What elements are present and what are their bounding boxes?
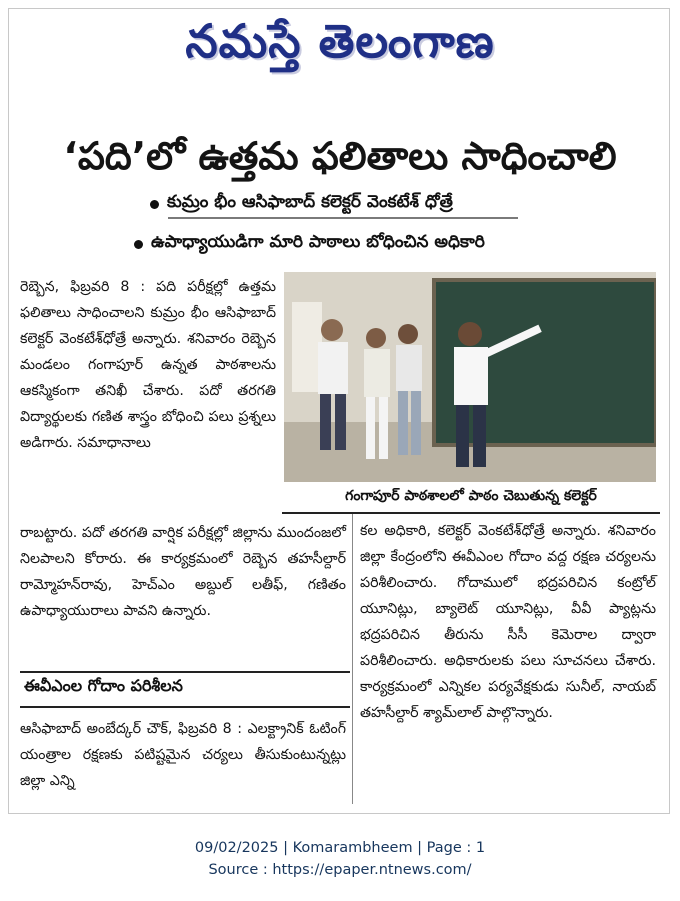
classroom-photo-illustration [284,272,656,482]
sub-article-heading: ఈవీఎంల గోదాం పరిశీలన [24,676,183,695]
subheadline-1 [150,192,680,216]
caption-divider [282,512,660,514]
article-paragraph-3: ఆసిఫాబాద్ అంబేద్కర్ చౌక్, ఫిబ్రవరి 8 : ఎలక్ట్రానిక్ ఓటింగ్ యంత్రాల రక్షణకు పటిష్టమైన చర్యలు తీసుకుంటున్నట్లు జిల్లా ఎన్ని [20,721,346,789]
classroom-photo [284,272,656,482]
article-headline: ‘పది’లో ఉత్తమ ఫలితాలు సాధించాలి [63,134,617,178]
newspaper-masthead: నమస్తే తెలంగాణ [185,14,495,68]
article-paragraph-right: కల అధికారి, కలెక్టర్ వెంకటేశ్‌ధోత్రే అన్నారు. శనివారం జిల్లా కేంద్రంలోని ఈవీఎంల గోదాం వద్ద రక్షణ చర్యలను పరిశీలించారు. గోదాములో భద్రపరిచిన కంట్రోల్ యూనిట్లు, బ్యాలెట్ యూనిట్లు, వీవీ ప్యాట్లను భద్రపరిచిన తీరును సీసీ కెమెరాల ద్వారా పరిశీలించారు. అధికారులకు పలు సూచనలు చేశారు. కార్యక్రమంలో ఎన్నికల పర్యవేక్షకుడు సునీల్, నాయబ్ తహసీల్దార్ శ్యామ్‌లాల్ పాల్గొన్నారు. [360,523,656,721]
footer-source: Source : https://epaper.ntnews.com/ [208,862,472,878]
subheadline-underline [168,217,518,219]
bullet-icon [150,200,159,209]
photo-caption: గంగాపూర్ పాఠశాలలో పాఠం చెబుతున్న కలెక్టర్ [345,488,597,504]
bullet-icon [134,240,143,249]
subheadline-1-text: కుమ్రం భీం ఆసిఫాబాద్ కలెక్టర్ వెంకటేశ్ ధోత్రే [167,192,453,212]
footer-edition-info: 09/02/2025 | Komarambheem | Page : 1 [194,840,486,856]
subheadline-2 [134,232,680,256]
subhead-bottom-rule [20,706,350,708]
subhead-top-rule [20,671,350,673]
subheadline-2-text: ఉపాధ్యాయుడిగా మారి పాఠాలు బోధించిన అధికారి [151,232,485,252]
article-paragraph-1: రెబ్బెన, ఫిబ్రవరి 8 : పది పరీక్షల్లో ఉత్తమ ఫలితాలు సాధించాలని కుమ్రం భీం ఆసిఫాబాద్ కలెక్టర్ వెంకటేశ్‌ధోత్రే అన్నారు. శనివారం రెబ్బెన మండలం గంగాపూర్ ఉన్నత పాఠశాలను ఆకస్మికంగా తనిఖీ చేశారు. పదో తరగతి విద్యార్థులకు గణిత శాస్త్రం బోధించి పలు ప్రశ్నలు అడిగారు. సమాధానాలు [20,279,276,451]
column-divider [352,514,353,804]
article-paragraph-2: రాబట్టారు. పదో తరగతి వార్షిక పరీక్షల్లో జిల్లాను ముందంజలో నిలపాలని కోరారు. ఈ కార్యక్రమంలో రెబ్బెన తహసీల్దార్ రామ్మోహన్‌రావు, హెచ్‌ఎం అబ్దుల్ లతీఫ్, గణితం ఉపాధ్యాయురాలు పావని ఉన్నారు. [20,525,346,619]
